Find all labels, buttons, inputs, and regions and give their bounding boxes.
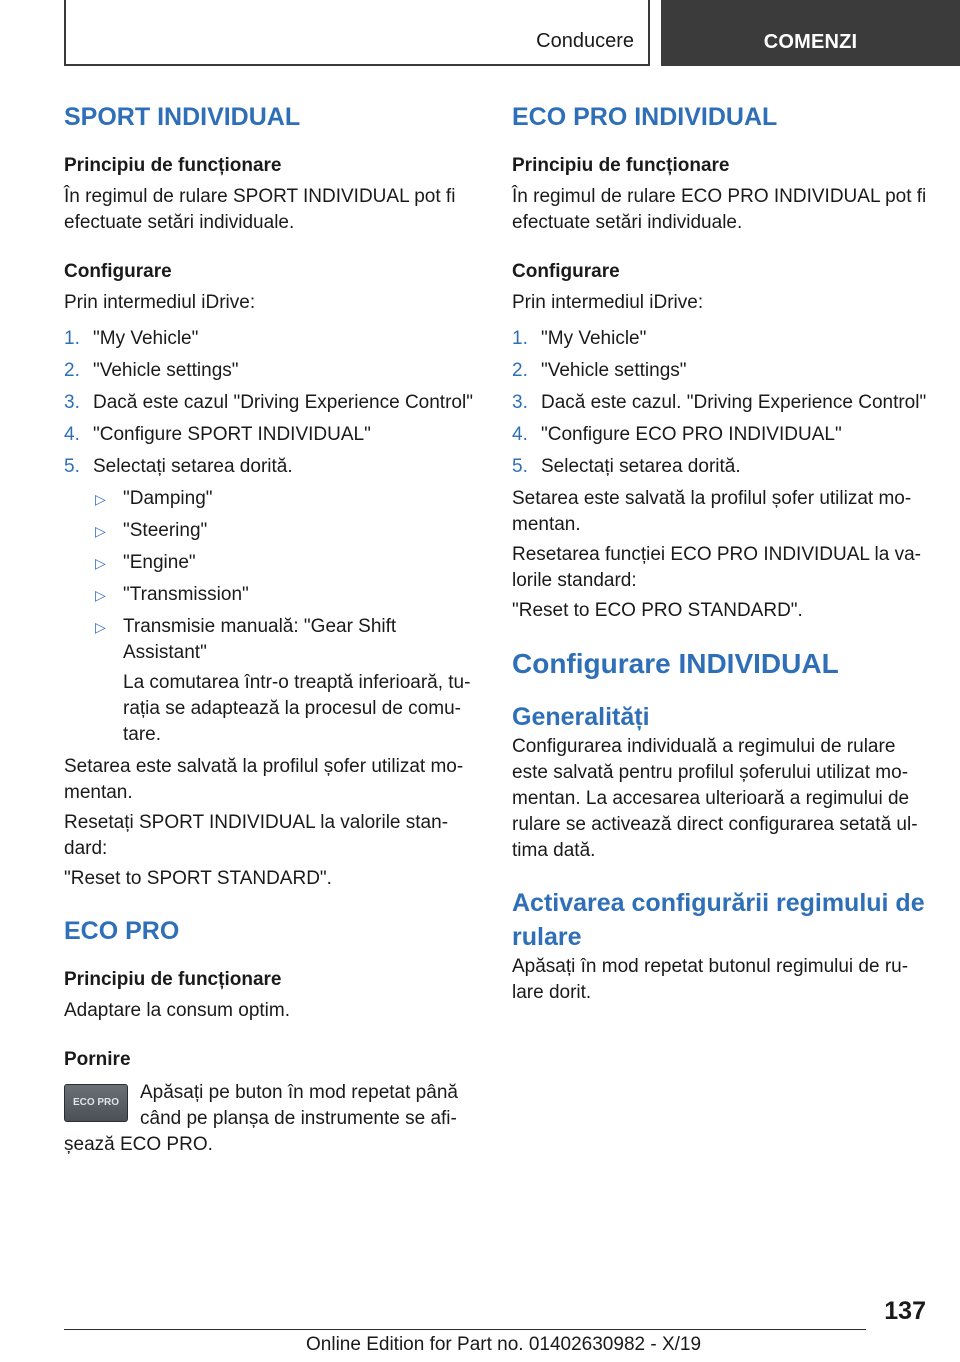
eco-steps-list	[512, 326, 927, 480]
eco-start-heading: Pornire	[64, 1049, 131, 1070]
eco-ind-config-intro: Prin intermediul iDrive:	[512, 292, 704, 313]
list-item	[93, 582, 479, 608]
list-item	[512, 326, 927, 352]
list-item	[93, 614, 479, 748]
step-text: "My Vehicle"	[541, 328, 647, 349]
header-section-label: Conducere	[536, 30, 634, 52]
eco-ind-principle-heading: Principiu de funcționare	[512, 155, 730, 176]
list-item	[512, 422, 927, 448]
list-item	[93, 550, 479, 576]
triangle-bullet-icon: ▷	[95, 523, 106, 539]
eco-pro-button-icon: ECO PRO	[64, 1084, 128, 1122]
page-number: 137	[884, 1297, 926, 1325]
list-item	[93, 518, 479, 544]
general-heading: Generalități	[512, 703, 650, 731]
sport-principle-heading: Principiu de funcționare	[64, 155, 282, 176]
step-number: 4.	[64, 424, 80, 445]
step-text: "Vehicle settings"	[93, 360, 239, 381]
triangle-bullet-icon: ▷	[95, 587, 106, 603]
step-text: Selectați setarea dorită.	[93, 456, 293, 477]
step-number: 1.	[64, 328, 80, 349]
sub-item-text: "Steering"	[123, 520, 208, 541]
sport-config-heading: Configurare	[64, 261, 172, 282]
eco-reset-value: "Reset to ECO PRO STANDARD".	[512, 600, 803, 621]
eco-start-block	[64, 1080, 479, 1158]
left-column	[64, 100, 479, 1158]
sport-config-intro: Prin intermediul iDrive:	[64, 292, 256, 313]
sub-item-text: Transmisie manuală: "Gear Shift Assistant"	[123, 616, 397, 663]
triangle-bullet-icon: ▷	[95, 491, 106, 507]
list-item	[64, 358, 479, 384]
list-item	[64, 326, 479, 352]
eco-pro-title: ECO PRO	[64, 917, 180, 945]
sub-item-text: "Damping"	[123, 488, 213, 509]
list-item	[64, 422, 479, 448]
header-section-tab	[64, 0, 650, 66]
triangle-bullet-icon: ▷	[95, 619, 106, 635]
list-item	[512, 390, 927, 416]
eco-ind-principle-text: În regimul de rulare ECO PRO INDIVIDUAL pot fi efectuate setări individuale.	[512, 186, 927, 233]
list-item	[512, 358, 927, 384]
sport-settings-sublist	[93, 486, 479, 748]
list-item	[64, 390, 479, 416]
list-item	[64, 454, 479, 480]
eco-start-text: Apăsați pe buton în mod repetat până când pe planșa de instrumente se afișează ECO PRO.	[64, 1082, 458, 1155]
step-number: 5.	[512, 456, 528, 477]
triangle-bullet-icon: ▷	[95, 555, 106, 571]
eco-principle-heading: Principiu de funcționare	[64, 969, 282, 990]
sub-item-text: "Engine"	[123, 552, 196, 573]
list-item	[512, 454, 927, 480]
eco-pro-individual-title: ECO PRO INDIVIDUAL	[512, 103, 778, 131]
step-number: 3.	[64, 392, 80, 413]
step-number: 5.	[64, 456, 80, 477]
sport-reset-text: Resetați SPORT INDIVIDUAL la valorile standard:	[64, 812, 449, 859]
step-number: 3.	[512, 392, 528, 413]
step-text: "Vehicle settings"	[541, 360, 687, 381]
sub-item-text: "Transmission"	[123, 584, 249, 605]
activate-text: Apăsați în mod repetat butonul regimului de rulare dorit.	[512, 956, 909, 1003]
eco-reset-text: Resetarea funcției ECO PRO INDIVIDUAL la valorile standard:	[512, 544, 921, 591]
eco-ind-config-heading: Configurare	[512, 261, 620, 282]
step-number: 4.	[512, 424, 528, 445]
list-item	[93, 486, 479, 512]
step-text: "Configure SPORT INDIVIDUAL"	[93, 424, 371, 445]
sport-saved-text: Setarea este salvată la profilul șofer utilizat momentan.	[64, 756, 464, 803]
eco-principle-text: Adaptare la consum optim.	[64, 1000, 291, 1021]
step-text: "Configure ECO PRO INDIVIDUAL"	[541, 424, 842, 445]
header-chapter-tab	[661, 0, 960, 66]
step-number: 1.	[512, 328, 528, 349]
eco-saved-text: Setarea este salvată la profilul șofer utilizat momentan.	[512, 488, 912, 535]
activate-heading: Activarea configurării regimului de rulare	[512, 889, 925, 951]
config-individual-title: Configurare INDIVIDUAL	[512, 648, 839, 679]
header-chapter-label: COMENZI	[763, 31, 858, 53]
sport-principle-text: În regimul de rulare SPORT INDIVIDUAL pot fi efectuate setări individuale.	[64, 186, 456, 233]
step-text: Dacă este cazul "Driving Experience Control"	[93, 392, 473, 413]
sport-steps-list	[64, 326, 479, 480]
sport-individual-title: SPORT INDIVIDUAL	[64, 103, 301, 131]
step-text: Dacă este cazul. "Driving Experience Control"	[541, 392, 927, 413]
step-text: "My Vehicle"	[93, 328, 199, 349]
footer-divider	[64, 1329, 866, 1330]
step-number: 2.	[512, 360, 528, 381]
step-text: Selectați setarea dorită.	[541, 456, 741, 477]
gear-shift-note: La comutarea într-o treaptă inferioară, turația se adaptează la procesul de comutare.	[123, 672, 471, 745]
footer-edition: Online Edition for Part no. 01402630982 - X/19	[306, 1334, 702, 1355]
right-column	[512, 100, 927, 1006]
general-text: Configurarea individuală a regimului de rulare este salvată pentru profilul șoferului utilizat momentan. La accesarea ulterioară a regimului de rulare se activează direct configurarea setată ultima dată.	[512, 736, 918, 861]
sport-reset-value: "Reset to SPORT STANDARD".	[64, 868, 332, 889]
step-number: 2.	[64, 360, 80, 381]
